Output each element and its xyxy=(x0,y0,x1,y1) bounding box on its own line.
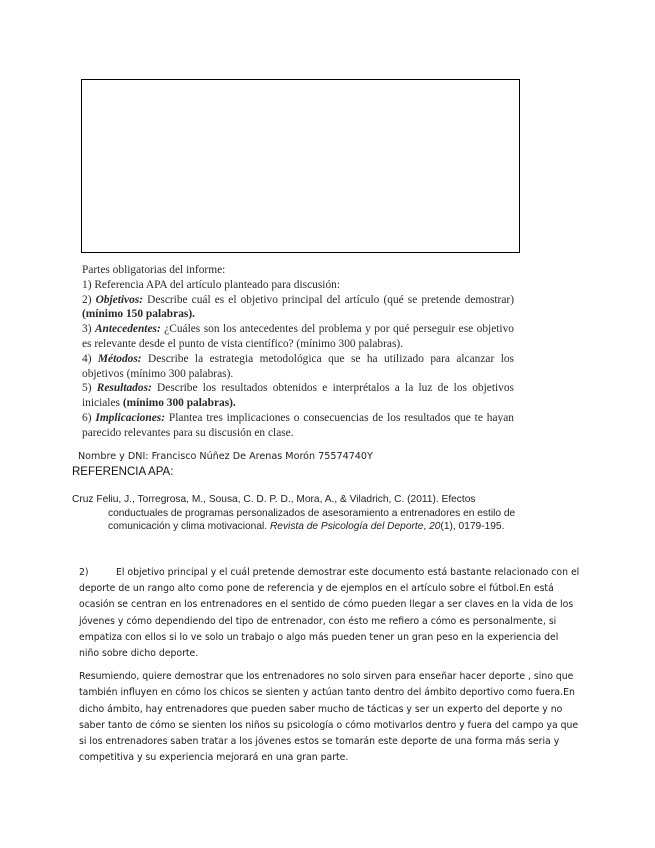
part-word-count: (mínimo 150 palabras). xyxy=(82,308,195,321)
part-keyword: Resultados: xyxy=(96,382,152,395)
part-number: 2) xyxy=(82,293,96,306)
journal-name: Revista de Psicología del Deporte xyxy=(269,521,424,533)
required-part-6 xyxy=(82,411,514,441)
objectives-answer xyxy=(79,565,580,766)
required-part-1: 1) Referencia APA del artículo planteado para discusión: xyxy=(82,278,341,291)
required-part-2 xyxy=(82,293,514,323)
part-text: ¿Cuáles son los antecedentes del problema y por qué perseguir ese objetivo es relevante desde el punto de vista científico? (mínimo 300 palabras). xyxy=(82,323,514,350)
part-text: Describe la estrategia metodológica que se ha utilizado para alcanzar los objetivos (mínimo 300 palabras). xyxy=(82,352,514,380)
part-keyword: Antecedentes: xyxy=(94,323,161,336)
part-number: 5) xyxy=(82,382,97,395)
student-name-dni: Nombre y DNI: Francisco Núñez De Arenas Morón 75574740Y xyxy=(78,451,373,462)
part-text: Describe cuál es el objetivo principal del artículo (qué se pretende demostrar) xyxy=(143,293,514,306)
part-keyword: Implicaciones: xyxy=(95,411,165,424)
citation-line: conductuales de programas personalizados de asesoramiento a entrenadores en estilo de xyxy=(108,507,516,519)
empty-image-frame xyxy=(81,79,520,253)
citation-text: (1), 0179-195. xyxy=(440,521,505,533)
part-number: 3) xyxy=(82,323,95,336)
part-keyword: Métodos: xyxy=(97,352,142,365)
part-number: 6) xyxy=(82,411,96,424)
apa-citation xyxy=(72,493,592,534)
answer-paragraph-1 xyxy=(79,565,580,662)
part-keyword: Objetivos: xyxy=(95,293,144,306)
answer-paragraph-2: Resumiendo, quiere demostrar que los entrenadores no solo sirven para enseñar hacer deporte , sino que también influyen en cómo los chicos se sienten y actúan tanto dentro del ámbito deportivo como fuera.En dicho ámbito, hay entrenadores que pueden saber mucho de tácticas y ser un experto del deporte y no saber tanto de cómo se sienten los niños su psicología o cómo motivarlos dentro y fuera del campo ya que si los entrenadores saben tratar a los jóvenes estos se tomarán este deporte de una forma más seria y competitiva y su experiencia mejorará en una gran parte. xyxy=(79,671,579,764)
citation-text: comunicación y clima motivacional. xyxy=(108,521,270,533)
answer-number: 2) xyxy=(79,567,89,578)
journal-volume: 20 xyxy=(429,521,441,533)
part-text: Plantea tres implicaciones o consecuencias de los resultados que te hayan parecido relevantes para su discusión en clase. xyxy=(82,411,514,439)
required-part-4 xyxy=(82,352,514,382)
required-part-5 xyxy=(82,381,514,411)
citation-line: Cruz Feliu, J., Torregrosa, M., Sousa, C. D. P. D., Mora, A., & Viladrich, C. (2011). Efectos xyxy=(72,494,476,505)
citation-line xyxy=(108,520,592,534)
citation-text: , xyxy=(423,521,430,533)
required-parts-list xyxy=(82,263,514,441)
part-number: 4) xyxy=(82,352,98,365)
required-parts-heading: Partes obligatorias del informe: xyxy=(82,264,226,276)
part-word-count: (mínimo 300 palabras). xyxy=(122,397,236,410)
answer-text: El objetivo principal y el cuál pretende demostrar este documento está bastante relacionado con el deporte de un rango alto como pone de referencia y de ejemplos en el artículo sobre el fútbol.En está ocasión se centran en los entrenadores en el sentido de cómo pueden llegar a ser claves en la vida de los jóvenes y cómo dependiendo del tipo de entrenador, con ésto me refiero a cómo es personalmente, si empatiza con ellos si lo ve solo un trabajo o algo más pueden tener un gran peso en la experiencia del niño sobre dicho deporte. xyxy=(79,567,580,660)
part-text: Describe los resultados obtenidos e interprétalos a la luz de los objetivos iniciales xyxy=(82,382,514,410)
reference-title: REFERENCIA APA: xyxy=(72,466,174,478)
required-part-3 xyxy=(82,322,514,352)
